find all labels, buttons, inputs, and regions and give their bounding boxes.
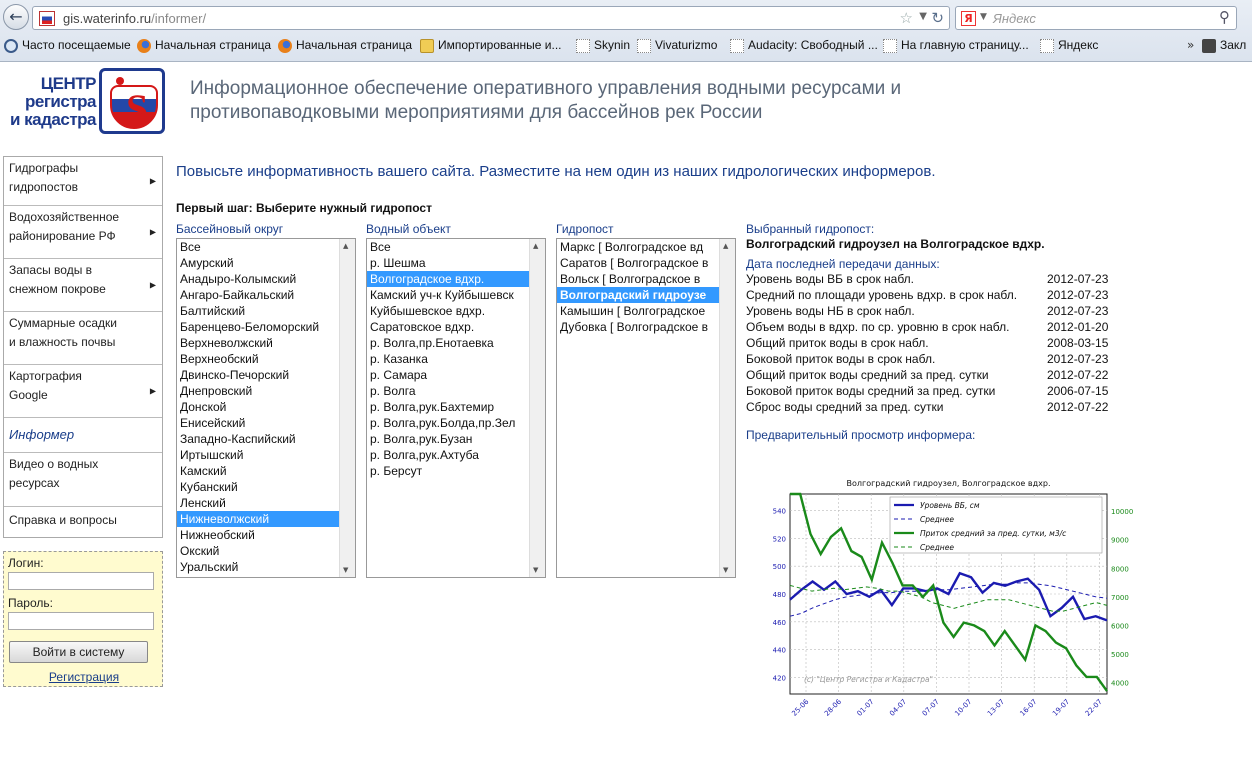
info-row-name: Уровень воды ВБ в срок набл.	[746, 272, 914, 286]
bookmark-label: Vivaturizmo	[655, 38, 718, 52]
y-right-tick-label: 5000	[1111, 651, 1129, 659]
site-favicon-icon	[39, 11, 55, 26]
list-option[interactable]: р. Берсут	[370, 464, 423, 478]
bookmark-label: Часто посещаемые	[22, 38, 131, 52]
list-option[interactable]: Волгоградское вдхр.	[367, 271, 529, 287]
y-right-tick-label: 7000	[1111, 593, 1129, 602]
page-icon	[883, 39, 897, 53]
scroll-up-icon[interactable]: ▲	[723, 242, 729, 250]
scroll-down-icon[interactable]: ▼	[533, 566, 539, 574]
informer-chart	[746, 472, 1142, 722]
last-data-table	[746, 271, 1126, 415]
engine-dropdown-icon[interactable]: ▼	[980, 12, 987, 22]
back-arrow-icon[interactable]: ←	[3, 4, 29, 30]
bookmark-item[interactable]	[1040, 38, 1098, 56]
y-left-tick-label: 420	[772, 674, 786, 683]
bookmark-label: Импортированные и...	[438, 38, 562, 52]
info-row	[746, 271, 1126, 287]
list-option[interactable]: р. Шешма	[370, 256, 426, 270]
list-option[interactable]: р. Волга,рук.Бузан	[370, 432, 473, 446]
y-right-tick-label: 6000	[1111, 622, 1129, 631]
list-option[interactable]: Амурский	[180, 256, 234, 270]
logo-text[interactable]: ЦЕНТР регистра и кадастра	[9, 74, 96, 129]
list-option[interactable]: Анадыро-Колымский	[180, 272, 297, 286]
bookmark-item[interactable]	[278, 38, 412, 56]
list-option[interactable]: р. Самара	[370, 368, 428, 382]
list-option[interactable]: р. Волга,рук.Бахтемир	[370, 400, 495, 414]
legend-label: Среднее	[920, 515, 954, 524]
y-right-tick-label: 9000	[1111, 536, 1129, 545]
informer-chart-svg	[746, 472, 1142, 722]
last-data-title: Дата последней передачи данных:	[746, 257, 940, 271]
list-option[interactable]: Баренцево-Беломорский	[180, 320, 320, 334]
info-row	[746, 287, 1126, 303]
sidebar-item-label: Информер	[9, 426, 75, 442]
site-title: Информационное обеспечение оперативного управления водными ресурсами и противопаводковыми мероприятиями для бассейнов рек России	[190, 78, 902, 123]
chevron-right-icon: ▶	[149, 280, 156, 290]
info-row-name: Боковой приток воды в срок набл.	[746, 352, 936, 366]
info-row-date: 2012-07-23	[1047, 352, 1109, 366]
x-tick-label: 10-07	[953, 697, 974, 718]
sidebar-item[interactable]	[4, 453, 162, 507]
url-bar[interactable]	[32, 6, 950, 30]
list-option[interactable]: Верхнеобский	[180, 352, 259, 366]
y-right-tick-label: 4000	[1111, 679, 1129, 688]
list-option[interactable]: р. Казанка	[370, 352, 428, 366]
legend-label: Среднее	[920, 543, 954, 552]
bookmark-item[interactable]	[137, 38, 271, 56]
x-tick-label: 22-07	[1083, 697, 1104, 718]
login-label: Логин:	[8, 556, 44, 570]
list-option[interactable]: р. Волга,пр.Енотаевка	[370, 336, 494, 350]
list-option[interactable]: Енисейский	[180, 416, 246, 430]
chevron-right-icon: ▶	[149, 386, 156, 396]
bookmarks-menu-icon	[1202, 39, 1216, 53]
info-row	[746, 303, 1126, 319]
post-listbox[interactable]	[556, 238, 736, 578]
info-row-date: 2012-07-23	[1047, 288, 1109, 302]
page-icon	[637, 39, 651, 53]
list-option[interactable]: Балтийский	[180, 304, 246, 318]
bookmark-item[interactable]	[1202, 38, 1246, 56]
chevron-right-icon: ▶	[149, 176, 156, 186]
gear-icon	[4, 39, 18, 53]
login-box	[3, 551, 163, 687]
bookmark-label: Начальная страница	[296, 38, 413, 52]
bookmarks-toolbar	[0, 34, 1252, 60]
sidebar-item-label: районирование РФ	[9, 229, 116, 243]
firefox-icon	[137, 39, 151, 53]
sidebar-item[interactable]	[4, 259, 162, 312]
sidebar-item-label: Гидрографы	[9, 161, 79, 175]
info-row	[746, 383, 1126, 399]
info-row-name: Боковой приток воды средний за пред. сутки	[746, 384, 996, 398]
bookmark-label: Яндекс	[1058, 38, 1099, 52]
register-link[interactable]: Регистрация	[48, 670, 120, 684]
list-option[interactable]: Куйбышевское вдхр.	[370, 304, 486, 318]
sidebar-item-label: ресурсах	[9, 476, 60, 490]
page-icon	[730, 39, 744, 53]
sidebar-item[interactable]	[4, 206, 162, 259]
y-left-tick-label: 520	[772, 535, 786, 544]
bookmark-label: Skynin	[594, 38, 631, 52]
selected-station-name: Волгоградский гидроузел на Волгоградское вдхр.	[746, 237, 1045, 251]
chart-title: Волгоградский гидроузел, Волгоградское вдхр.	[846, 479, 1051, 488]
sidebar-item[interactable]	[4, 418, 162, 453]
info-row-name: Общий приток воды средний за пред. сутки	[746, 368, 989, 382]
list-option[interactable]: Нижневолжский	[177, 511, 339, 527]
sidebar-item-label: Справка и вопросы	[9, 513, 117, 527]
sidebar-item-label: и влажность почвы	[9, 335, 116, 349]
list-option[interactable]: Волгоградский гидроузе	[557, 287, 719, 303]
search-bar[interactable]	[955, 6, 1237, 30]
page-icon	[576, 39, 590, 53]
x-tick-label: 19-07	[1051, 697, 1072, 718]
y-left-tick-label: 460	[772, 618, 786, 627]
sidebar-item-label: Google	[9, 388, 48, 402]
object-scrollbar[interactable]	[529, 239, 545, 577]
password-field[interactable]	[8, 612, 154, 630]
water-object-options	[367, 239, 529, 577]
sidebar-item[interactable]	[4, 157, 162, 206]
bookmark-item[interactable]	[4, 38, 131, 56]
list-option[interactable]: Дубовка [ Волгоградское в	[560, 320, 709, 334]
bookmark-item[interactable]	[576, 38, 630, 56]
list-option[interactable]: Днепровский	[180, 384, 253, 398]
sidebar-item-label: Водохозяйственное	[9, 210, 120, 224]
x-tick-label: 13-07	[985, 697, 1007, 718]
list-option[interactable]: Западно-Каспийский	[180, 432, 296, 446]
info-row-date: 2012-07-23	[1047, 304, 1109, 318]
sidebar-item-label: Картография	[9, 369, 82, 383]
navigation-row	[0, 2, 1252, 32]
list-option[interactable]: Донской	[180, 400, 227, 414]
y-left-tick-label: 480	[772, 591, 786, 599]
info-row	[746, 319, 1126, 335]
search-magnifier-icon[interactable]: ⚲	[1219, 8, 1230, 26]
list-option[interactable]: Двинско-Печорский	[180, 368, 290, 382]
post-label: Гидропост	[556, 222, 614, 236]
x-tick-label: 07-07	[920, 697, 941, 718]
info-row	[746, 367, 1126, 383]
firefox-icon	[278, 39, 292, 53]
promo-text: Повысьте информативность вашего сайта. Разместите на нем один из наших гидрологических информеров.	[176, 163, 936, 180]
sidebar-item[interactable]	[4, 312, 162, 365]
list-option[interactable]: Маркс [ Волгоградское вд	[560, 240, 704, 254]
list-option[interactable]: Ангаро-Байкальский	[180, 288, 295, 302]
list-option[interactable]: Ленский	[180, 496, 226, 510]
info-row-name: Средний по площади уровень вдхр. в срок набл.	[746, 288, 1018, 302]
info-row	[746, 351, 1126, 367]
list-option[interactable]: Нижнеобский	[180, 528, 255, 542]
login-button[interactable]: Войти в систему	[9, 641, 148, 663]
info-row-name: Уровень воды НБ в срок набл.	[746, 304, 915, 318]
info-row	[746, 335, 1126, 351]
search-input[interactable]: Яндекс	[993, 11, 1036, 26]
info-row-date: 2012-01-20	[1047, 320, 1109, 334]
chart-watermark: (c) "Центр Регистра и Кадастра"	[804, 675, 934, 684]
list-option[interactable]: Вольск [ Волгоградское в	[560, 272, 701, 286]
preview-label: Предварительный просмотр информера:	[746, 428, 976, 442]
scroll-down-icon[interactable]: ▼	[723, 566, 729, 574]
info-row	[746, 399, 1126, 415]
x-tick-label: 25-06	[790, 697, 811, 718]
list-option[interactable]: р. Волга,рук.Ахтуба	[370, 448, 479, 462]
login-field[interactable]	[8, 572, 154, 590]
chevron-right-icon: ▶	[149, 227, 156, 237]
x-tick-label: 16-07	[1018, 697, 1039, 718]
selected-post-label: Выбранный гидропост:	[746, 222, 875, 236]
legend-label: Приток средний за пред. сутки, м3/с	[920, 529, 1067, 538]
scroll-up-icon[interactable]: ▲	[533, 242, 539, 250]
list-option[interactable]: Все	[180, 240, 201, 254]
url-history-dropdown-icon[interactable]: ▼	[919, 11, 927, 22]
list-option[interactable]: Окский	[180, 544, 220, 558]
url-text[interactable]: gis.waterinfo.ru/informer/	[63, 11, 207, 26]
station-info-panel	[746, 222, 1126, 442]
info-row-date: 2006-07-15	[1047, 384, 1109, 398]
list-option[interactable]: р. Волга,рук.Болда,пр.Зел	[370, 416, 516, 430]
x-tick-label: 01-07	[855, 697, 876, 718]
browser-toolbar	[0, 0, 1252, 62]
bookmark-item[interactable]	[730, 38, 878, 56]
reload-icon[interactable]: ↻	[931, 9, 944, 27]
logo-emblem-icon[interactable]: S	[99, 68, 165, 134]
water-object-label: Водный объект	[366, 222, 451, 236]
list-option[interactable]: Камышин [ Волгоградское	[560, 304, 706, 318]
site-header	[0, 62, 1252, 152]
list-option[interactable]: Саратов [ Волгоградское в	[560, 256, 709, 270]
scroll-down-icon[interactable]: ▼	[343, 566, 349, 574]
sidebar-item-label: снежном покрове	[9, 282, 106, 296]
info-row-date: 2012-07-22	[1047, 368, 1109, 382]
bookmark-label: Закл	[1220, 38, 1247, 52]
bookmark-item[interactable]	[637, 38, 717, 56]
list-option[interactable]: Камский	[180, 464, 227, 478]
list-option[interactable]: Камский уч-к Куйбышевск	[370, 288, 514, 302]
bookmark-label: Audacity: Свободный ...	[748, 38, 878, 52]
info-row-name: Сброс воды средний за пред. сутки	[746, 400, 944, 414]
sidebar-item-label: Видео о водных	[9, 457, 99, 471]
bookmark-item[interactable]	[883, 38, 1029, 56]
info-row-date: 2012-07-23	[1047, 272, 1109, 286]
bookmark-label: Начальная страница	[155, 38, 272, 52]
x-tick-label: 28-06	[822, 697, 844, 718]
list-option[interactable]: Верхневолжский	[180, 336, 273, 350]
list-option[interactable]: Уральский	[180, 560, 239, 574]
y-left-tick-label: 540	[772, 507, 786, 516]
sidebar-item-label: Суммарные осадки	[9, 316, 117, 330]
sidebar-item[interactable]	[4, 507, 162, 537]
info-row-date: 2012-07-22	[1047, 400, 1109, 414]
legend-label: Уровень ВБ, см	[920, 501, 980, 510]
bookmark-item[interactable]	[420, 38, 562, 56]
folder-icon	[420, 39, 434, 53]
page-icon	[1040, 39, 1054, 53]
bookmarks-overflow-icon[interactable]: »	[1187, 38, 1195, 52]
list-option[interactable]: Иртышский	[180, 448, 244, 462]
sidebar-item[interactable]	[4, 365, 162, 418]
bookmark-star-icon[interactable]: ☆	[899, 9, 913, 27]
y-right-tick-label: 10000	[1111, 508, 1134, 517]
yandex-engine-icon[interactable]: Я	[961, 11, 976, 26]
post-options	[557, 239, 719, 577]
sidebar-menu	[3, 156, 163, 538]
basin-listbox[interactable]	[176, 238, 356, 578]
list-option[interactable]: Кубанский	[180, 480, 238, 494]
basin-label: Бассейновый округ	[176, 222, 284, 236]
sidebar-item-label: Запасы воды в	[9, 263, 93, 277]
bookmark-label: На главную страницу...	[901, 38, 1029, 52]
info-row-name: Общий приток воды в срок набл.	[746, 336, 929, 350]
list-option[interactable]: Саратовское вдхр.	[370, 320, 475, 334]
sidebar-item-label: гидропостов	[9, 180, 79, 194]
scroll-up-icon[interactable]: ▲	[343, 242, 349, 250]
water-object-listbox[interactable]	[366, 238, 546, 578]
x-tick-label: 04-07	[888, 697, 909, 718]
step-heading: Первый шаг: Выберите нужный гидропост	[176, 201, 432, 215]
y-left-tick-label: 500	[772, 563, 786, 572]
list-option[interactable]: р. Волга	[370, 384, 416, 398]
info-row-name: Объем воды в вдхр. по ср. уровню в срок набл.	[746, 320, 1010, 334]
basin-scrollbar[interactable]	[339, 239, 355, 577]
list-option[interactable]: Все	[370, 240, 391, 254]
post-scrollbar[interactable]	[719, 239, 735, 577]
y-left-tick-label: 440	[772, 646, 786, 655]
y-right-tick-label: 8000	[1111, 565, 1129, 574]
basin-options	[177, 239, 339, 577]
password-label: Пароль:	[8, 596, 53, 610]
info-row-date: 2008-03-15	[1047, 336, 1109, 350]
